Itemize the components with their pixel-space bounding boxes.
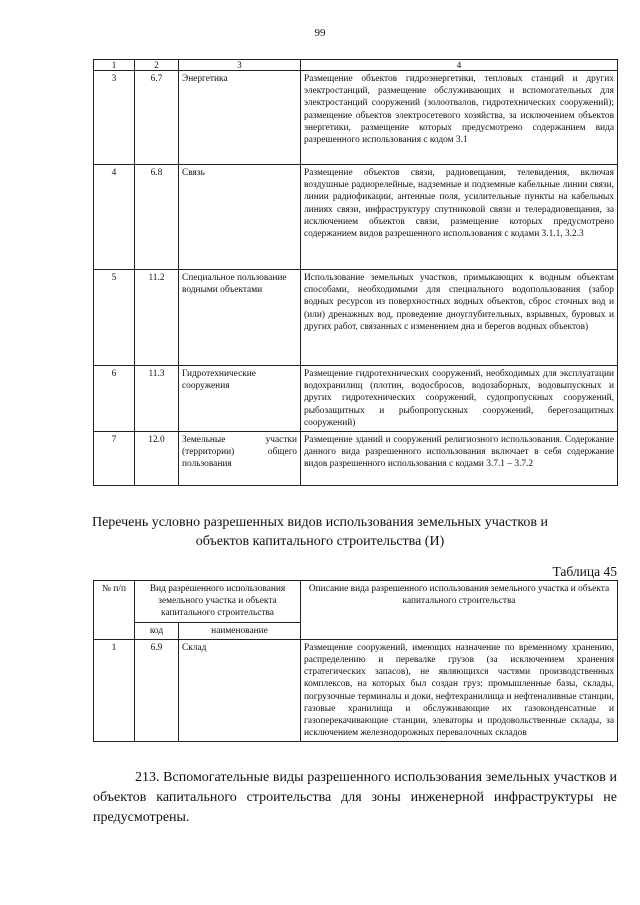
table-row — [94, 366, 618, 432]
use-name: Энергетика — [179, 71, 301, 165]
table-row — [94, 165, 618, 270]
use-description: Размещение сооружений, имеющих назначение по временному хранению, распределению и перевалке грузов (за исключением хранения стратегических запасов), не являющихся частями производственных комплексов, на которых был создан груз: промышленные базы, склады, погрузочные терминалы и доки, нефтехранилища и нефтеналивные станции, газовые хранилища и обслуживающие их газоконденсатные и газоперекачивающие станции, элеваторы и продовольственные склады, за исключением железнодорожных перевалочных складов — [301, 639, 618, 742]
table-header-row — [94, 60, 618, 71]
table-caption: Таблица 45 — [552, 564, 617, 579]
header-code: код — [135, 622, 179, 639]
permitted-use-table — [93, 59, 618, 486]
section-heading: Перечень условно разрешенных видов использования земельных участков и объектов капитального строительства (И) — [91, 515, 549, 549]
header-description: Описание вида разрешенного использования земельного участка и объекта капитального строительства — [301, 581, 618, 640]
use-name: Гидротехнические сооружения — [179, 366, 301, 432]
column-number-1: 1 — [94, 60, 135, 71]
use-description: Размещение гидротехнических сооружений, необходимых для эксплуатации водохранилищ (плотин, водосбросов, водозаборных, водовыпускных и других гидротехнических сооружений, судопропускных сооружений, рыбозащитных и рыбопропускных сооружений, берегозащитных сооружений) — [301, 366, 618, 432]
use-description: Использование земельных участков, примыкающих к водным объектам способами, необходимыми для специального водопользования (забор водных ресурсов из поверхностных водных объектов, сброс сточных вод и (или) дренажных вод, проведение дноуглубительных, взрывных, буровых и других работ, связанных с изменением дна и берегов водных объектов) — [301, 270, 618, 366]
row-number: 3 — [94, 71, 135, 165]
conditional-use-table — [93, 580, 618, 742]
use-code: 12.0 — [135, 432, 179, 486]
use-code: 11.2 — [135, 270, 179, 366]
use-name: Склад — [179, 639, 301, 742]
use-description: Размещение объектов гидроэнергетики, тепловых станций и других электростанций, размещение обслуживающих и вспомогательных для электростанций сооружений (золоотвалов, гидротехнических сооружений); размещение объектов электросетевого хозяйства, за исключением объектов энергетики, размещение которых предусмотрено содержанием вида разрешенного использования с кодом 3.1 — [301, 71, 618, 165]
row-number: 1 — [94, 639, 135, 742]
column-number-4: 4 — [301, 60, 618, 71]
header-use-kind: Вид разрешенного использования земельного участка и объекта капитального строительства — [135, 581, 301, 623]
header-name: наименование — [179, 622, 301, 639]
column-number-2: 2 — [135, 60, 179, 71]
use-code: 11.3 — [135, 366, 179, 432]
use-name: Земельные участки (территории) общего пользования — [179, 432, 301, 486]
column-number-3: 3 — [179, 60, 301, 71]
paragraph-213: 213. Вспомогательные виды разрешенного использования земельных участков и объектов капитального строительства для зоны инженерной инфраструктуры не предусмотрены. — [93, 770, 617, 825]
table-row — [94, 639, 618, 742]
row-number: 4 — [94, 165, 135, 270]
table-row — [94, 432, 618, 486]
use-name: Специальное пользование водными объектами — [179, 270, 301, 366]
row-number: 7 — [94, 432, 135, 486]
use-code: 6.9 — [135, 639, 179, 742]
page-number: 99 — [314, 27, 326, 39]
row-number: 6 — [94, 366, 135, 432]
use-description: Размещение зданий и сооружений религиозного использования. Содержание данного вида разрешенного использования включает в себя содержание видов разрешенного использования с кодами 3.7.1 – 3.7.2 — [301, 432, 618, 486]
use-description: Размещение объектов связи, радиовещания, телевидения, включая воздушные радиорелейные, надземные и подземные кабельные линии связи, линии радиофикации, антенные поля, усилительные пункты на кабельных линиях связи, инфраструктуру спутниковой связи и телерадиовещания, за исключением объектов связи, размещение которых предусмотрено содержанием видов разрешенного использования с кодами 3.1.1, 3.2.3 — [301, 165, 618, 270]
use-code: 6.8 — [135, 165, 179, 270]
header-number: № п/п — [94, 581, 135, 640]
table-row — [94, 71, 618, 165]
table-row — [94, 270, 618, 366]
use-name: Связь — [179, 165, 301, 270]
row-number: 5 — [94, 270, 135, 366]
table-header-row — [94, 581, 618, 623]
use-code: 6.7 — [135, 71, 179, 165]
